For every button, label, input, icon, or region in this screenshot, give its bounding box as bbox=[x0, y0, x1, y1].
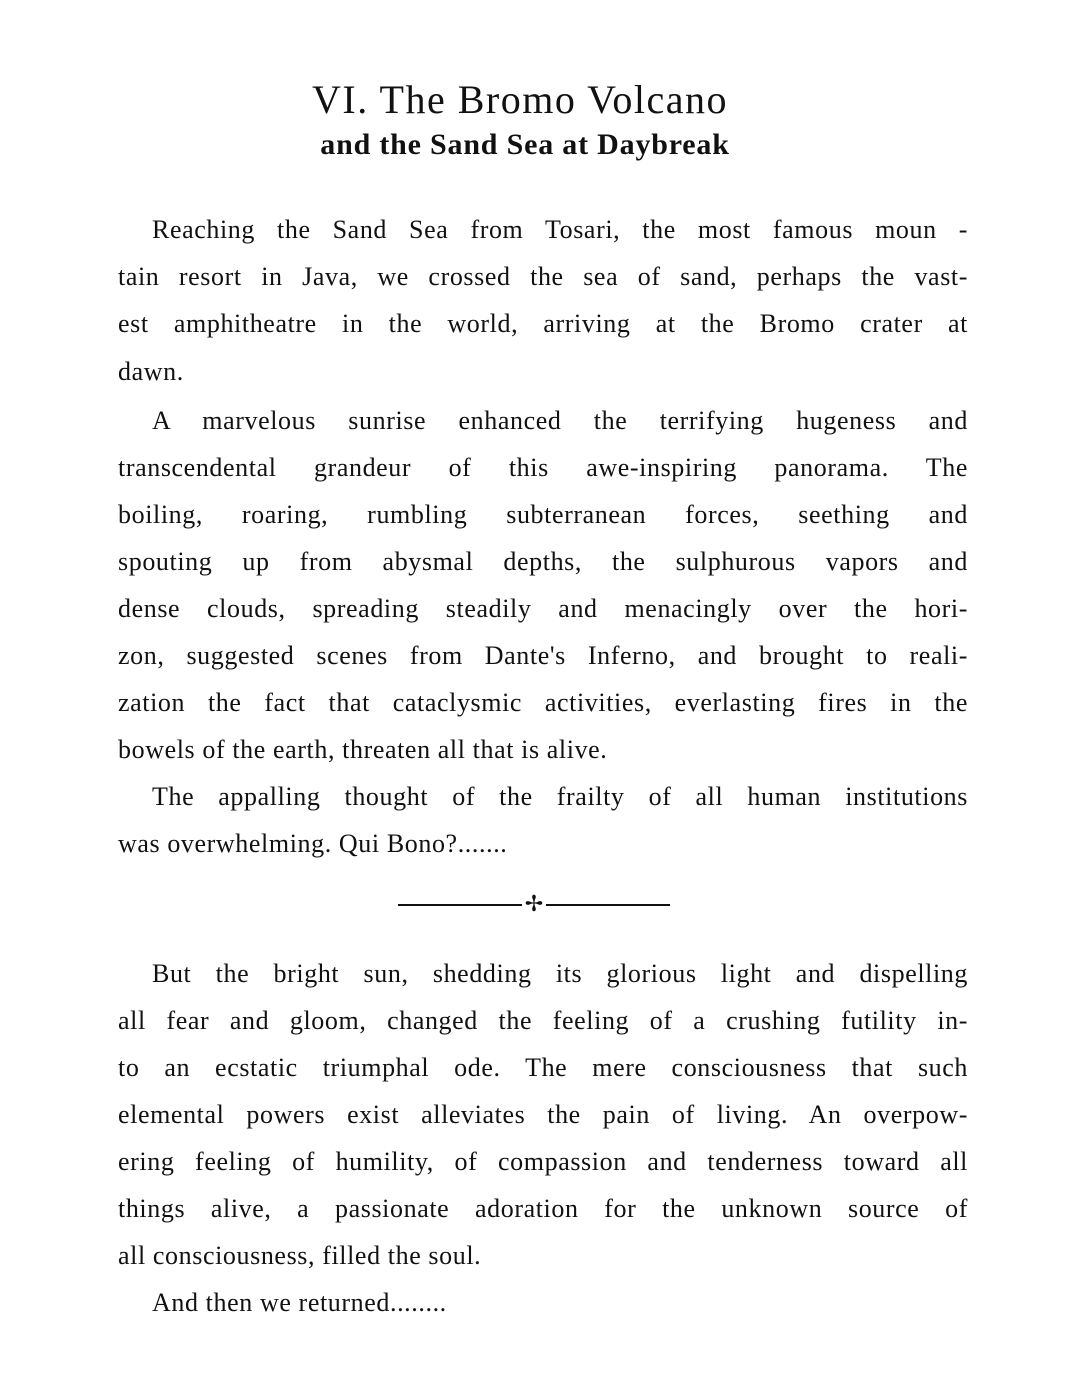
text-line: est amphitheatre in the world, arriving at the Bromo crater at bbox=[118, 309, 968, 338]
text-line: bowels of the earth, threaten all that is alive. bbox=[118, 735, 608, 764]
page-title: VI. The Bromo Volcano bbox=[312, 77, 728, 122]
text-line: was overwhelming. Qui Bono?....... bbox=[118, 829, 508, 858]
text-line: to an ecstatic triumphal ode. The mere consciousness that such bbox=[118, 1053, 968, 1082]
divider-rule-left bbox=[398, 904, 522, 906]
text-line: spouting up from abysmal depths, the sulphurous vapors and bbox=[118, 547, 968, 576]
text-line: And then we returned........ bbox=[152, 1288, 447, 1317]
text-line: zon, suggested scenes from Dante's Inferno, and brought to reali- bbox=[118, 641, 968, 670]
divider-rule-right bbox=[546, 904, 670, 906]
text-line: Reaching the Sand Sea from Tosari, the most famous moun - bbox=[152, 215, 968, 244]
section-divider bbox=[398, 893, 670, 917]
text-line: all consciousness, filled the soul. bbox=[118, 1241, 482, 1270]
text-line: things alive, a passionate adoration for the unknown source of bbox=[118, 1194, 968, 1223]
text-line: dense clouds, spreading steadily and menacingly over the hori- bbox=[118, 594, 968, 623]
cross-ornament-icon: ✢ bbox=[524, 892, 544, 917]
text-line: dawn. bbox=[118, 357, 184, 386]
section-1-text bbox=[118, 206, 968, 867]
text-line: transcendental grandeur of this awe-inspiring panorama. The bbox=[118, 453, 968, 482]
text-line: The appalling thought of the frailty of all human institutions bbox=[152, 782, 968, 811]
text-line: ering feeling of humility, of compassion and tenderness toward all bbox=[118, 1147, 968, 1176]
text-line: zation the fact that cataclysmic activities, everlasting fires in the bbox=[118, 688, 968, 717]
text-line: elemental powers exist alleviates the pain of living. An overpow- bbox=[118, 1100, 968, 1129]
text-line: A marvelous sunrise enhanced the terrifying hugeness and bbox=[152, 406, 968, 435]
text-line: boiling, roaring, rumbling subterranean forces, seething and bbox=[118, 500, 968, 529]
page-subtitle: and the Sand Sea at Daybreak bbox=[320, 128, 730, 161]
text-line: But the bright sun, shedding its glorious light and dispelling bbox=[152, 959, 968, 988]
section-2-text bbox=[118, 950, 968, 1326]
text-line: tain resort in Java, we crossed the sea of sand, perhaps the vast- bbox=[118, 262, 968, 291]
text-line: all fear and gloom, changed the feeling of a crushing futility in- bbox=[118, 1006, 968, 1035]
